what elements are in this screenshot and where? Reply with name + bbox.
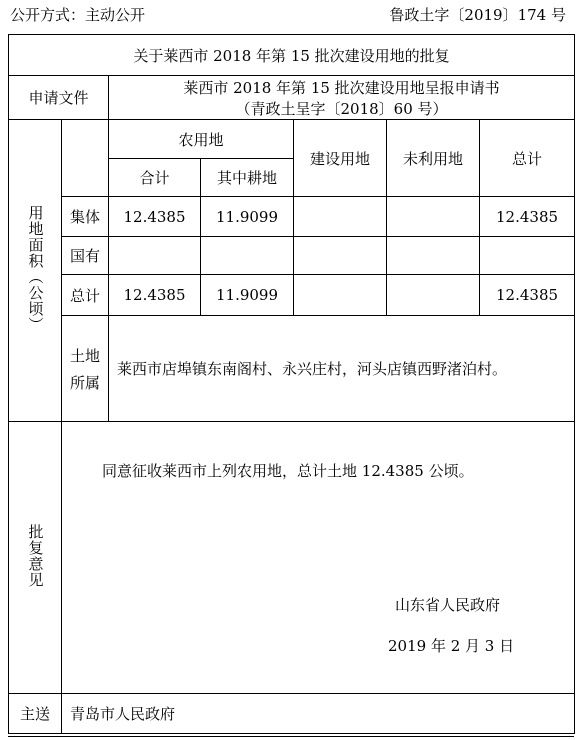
approval-table — [8, 34, 575, 734]
cell-subtotal: 12.4385 — [109, 275, 201, 316]
table-row — [9, 197, 575, 237]
application-line2: （青政土呈字〔2018〕60 号） — [235, 99, 448, 118]
col-farmland: 农用地 — [109, 120, 294, 159]
opinion-body — [62, 422, 575, 694]
cell-subtotal: 12.4385 — [109, 197, 201, 237]
cell-unused — [387, 237, 480, 275]
ownership-value: 莱西市店埠镇东南阁村、永兴庄村，河头店镇西野渚泊村。 — [109, 316, 575, 422]
col-construction: 建设用地 — [294, 120, 387, 197]
row-label: 总计 — [62, 275, 109, 316]
opinion-label — [9, 422, 62, 694]
signing-date: 2019 年 2 月 3 日 — [388, 637, 515, 655]
col-subtotal: 合计 — [109, 159, 201, 197]
cell-total: 12.4385 — [480, 275, 575, 316]
opinion-text: 同意征收莱西市上列农用地，总计土地 12.4385 公顷。 — [102, 462, 474, 480]
area-side-label — [9, 120, 62, 422]
application-line1: 莱西市 2018 年第 15 批次建设用地呈报申请书 — [183, 78, 500, 97]
blank-corner — [62, 120, 109, 197]
document-number: 鲁政土字〔2019〕174 号 — [389, 6, 566, 24]
ownership-label — [62, 316, 109, 422]
cell-unused — [387, 197, 480, 237]
cell-cultivated — [201, 237, 294, 275]
signing-authority: 山东省人民政府 — [395, 596, 501, 614]
col-total: 总计 — [480, 120, 575, 197]
cell-cultivated: 11.9099 — [201, 275, 294, 316]
page-cut-line — [8, 736, 574, 737]
row-label: 国有 — [62, 237, 109, 275]
cell-total: 12.4385 — [480, 197, 575, 237]
disclosure-method: 公开方式：主动公开 — [10, 6, 146, 24]
cell-construction — [294, 197, 387, 237]
area-side-text: 用地面积（公顷） — [26, 204, 45, 333]
cell-unused — [387, 275, 480, 316]
approval-title: 关于莱西市 2018 年第 15 批次建设用地的批复 — [9, 35, 575, 76]
ownership-label-line2: 所属 — [69, 373, 100, 392]
col-unused: 未利用地 — [387, 120, 480, 197]
cell-subtotal — [109, 237, 201, 275]
cell-construction — [294, 237, 387, 275]
cell-construction — [294, 275, 387, 316]
cell-total — [480, 237, 575, 275]
opinion-label-text: 批复意见 — [26, 523, 45, 588]
table-row — [9, 237, 575, 275]
cell-cultivated: 11.9099 — [201, 197, 294, 237]
ownership-label-line1: 土地 — [69, 346, 100, 365]
recipient-value: 青岛市人民政府 — [62, 694, 575, 734]
table-row — [9, 275, 575, 316]
application-document — [109, 76, 575, 120]
row-label: 集体 — [62, 197, 109, 237]
recipient-label: 主送 — [9, 694, 62, 734]
application-label: 申请文件 — [9, 76, 109, 120]
col-cultivated: 其中耕地 — [201, 159, 294, 197]
